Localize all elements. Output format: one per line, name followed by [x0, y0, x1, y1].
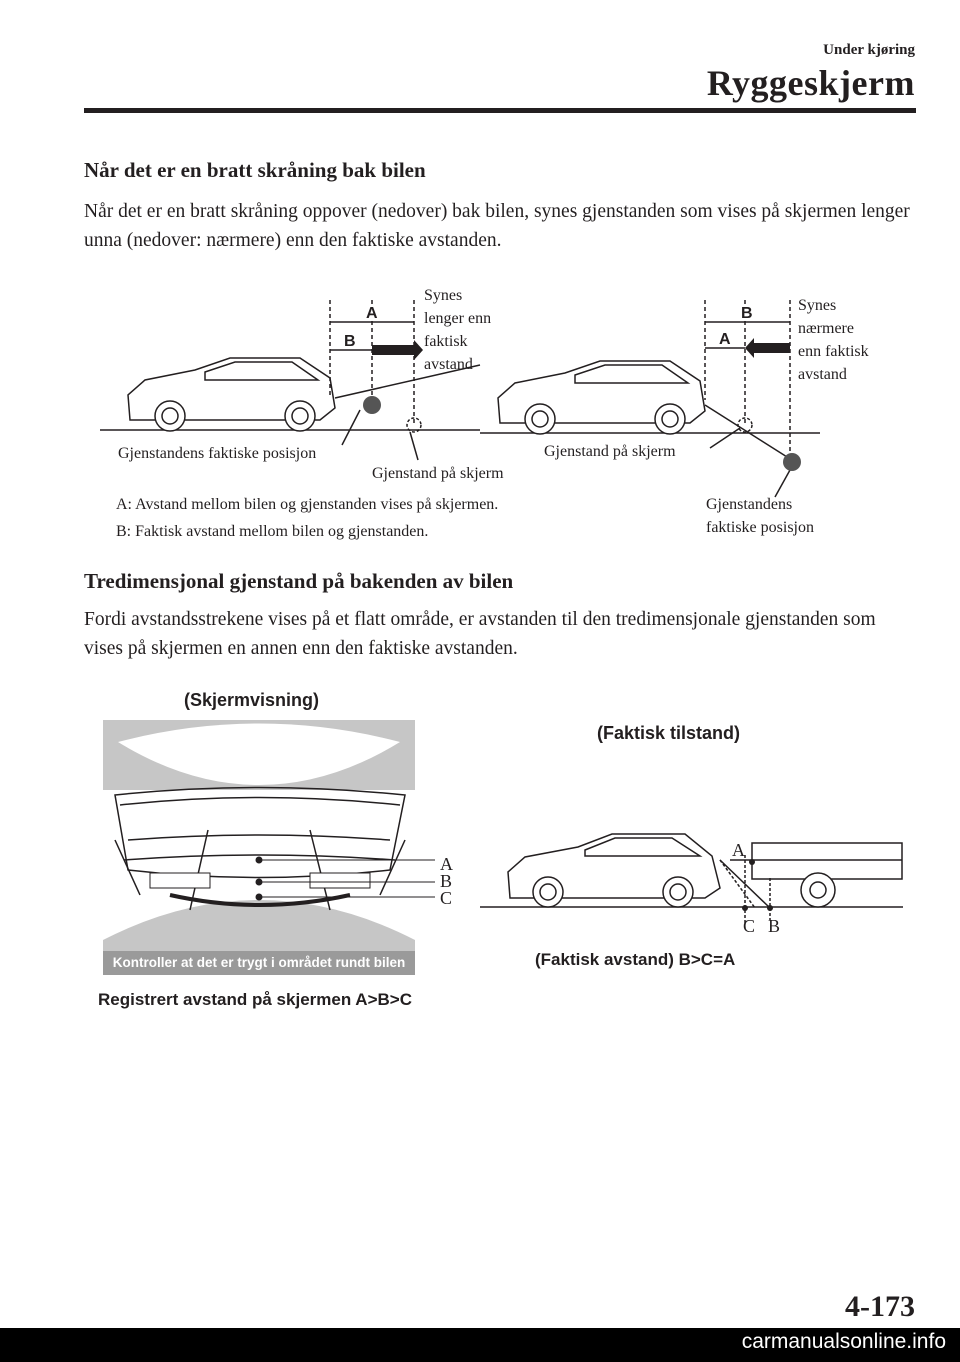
warning-bar: Kontroller at det er trygt i området rundt bilen [103, 951, 415, 975]
legend-b: B: Faktisk avstand mellom bilen og gjenstanden. [116, 523, 429, 540]
left-on-screen-label: Gjenstand på skjerm [372, 465, 504, 482]
left-note: Synes lenger enn faktisk avstand [424, 287, 492, 373]
dim-label-a-right: A [719, 331, 731, 348]
dim-label-b-right: B [741, 305, 753, 322]
left-actual-position-label: Gjenstandens faktiske posisjon [118, 445, 317, 462]
screen-caption: (Skjermvisning) [184, 690, 320, 710]
actual-label-b: B [768, 916, 781, 936]
dim-label-b-left: B [344, 333, 356, 350]
right-on-screen-label: Gjenstand på skjerm [544, 443, 676, 460]
slope-body: Når det er en bratt skråning oppover (nedover) bak bilen, synes gjenstanden som vises på skjermen lenger unna (nedover: nærmere) enn den faktiske avstanden. [84, 201, 910, 251]
watermark-bar [0, 1328, 960, 1362]
three-d-heading: Tredimensjonal gjenstand på bakenden av bilen [84, 569, 514, 593]
slope-heading: Når det er en bratt skråning bak bilen [84, 158, 426, 182]
actual-caption: (Faktisk tilstand) [597, 723, 741, 743]
screen-footer: Registrert avstand på skjermen A>B>C [98, 990, 412, 1009]
screen-labels: A B C [440, 854, 453, 908]
watermark-text: carmanualsonline.info [741, 1330, 946, 1353]
actual-footer: (Faktisk avstand) B>C=A [535, 950, 736, 969]
page-number: 4-173 [845, 1290, 915, 1323]
right-note: Synes nærmere enn faktisk avstand [798, 297, 869, 383]
actual-label-c: C [743, 916, 756, 936]
legend-a: A: Avstand mellom bilen og gjenstanden vises på skjermen. [116, 496, 499, 513]
page-title: Ryggeskjerm [706, 63, 915, 103]
right-actual-position-label: Gjenstandens faktiske posisjon [706, 496, 814, 536]
section-label: Under kjøring [823, 42, 915, 58]
actual-label-a: A [732, 840, 745, 860]
three-d-body: Fordi avstandsstrekene vises på et flatt område, er avstanden til den tredimensjonale gjenstanden som vises på skjermen en annen enn den faktiske avstanden. [84, 609, 876, 659]
dim-label-a-left: A [366, 305, 378, 322]
